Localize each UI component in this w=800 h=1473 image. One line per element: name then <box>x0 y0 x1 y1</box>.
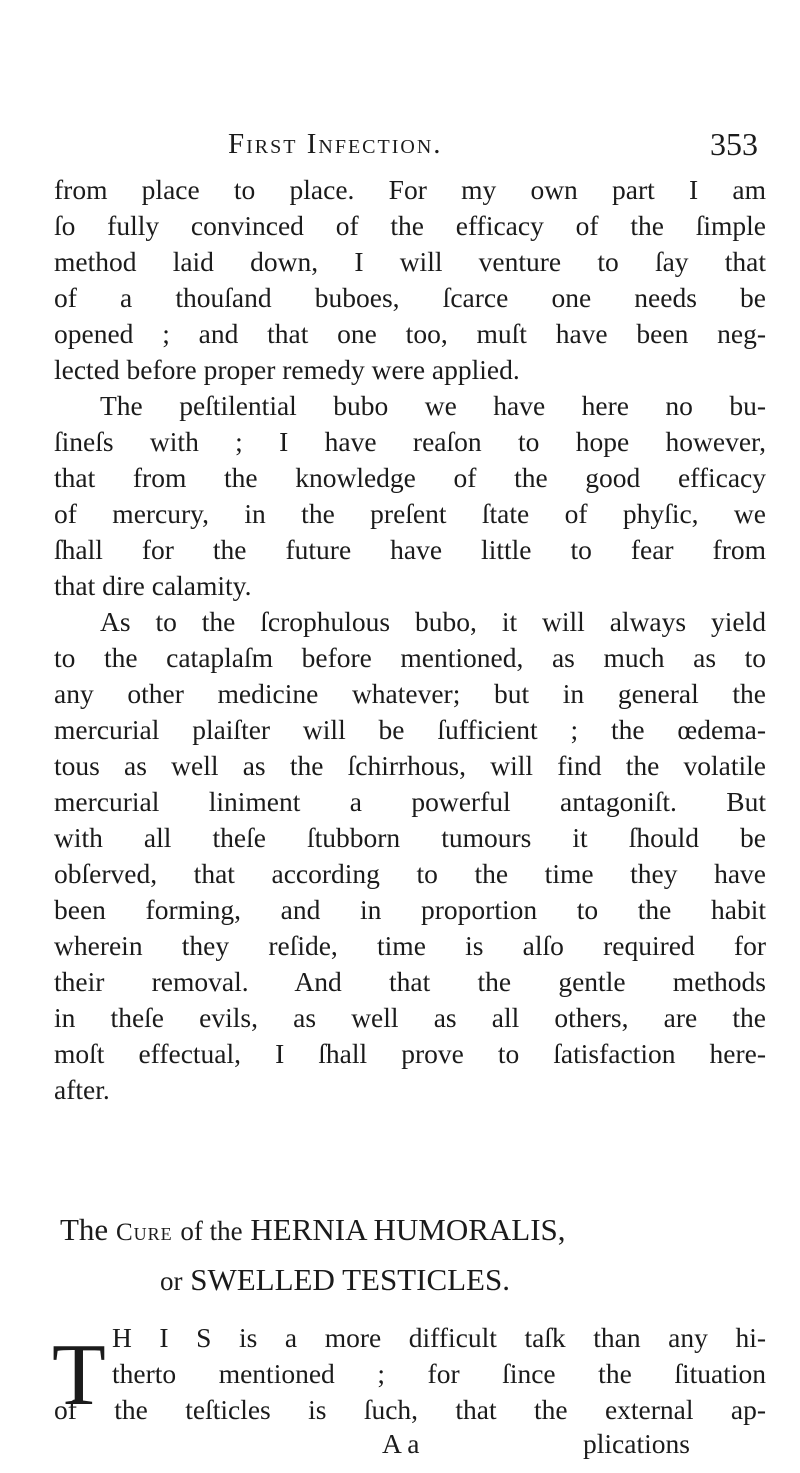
text-line: of mercury, in the preſent ſtate of phyſic, we <box>54 498 766 529</box>
text-line: mercurial plaiſter will be ſufficient ; the œdema- <box>54 714 766 745</box>
section-heading <box>60 1212 566 1248</box>
signature-mark: A a <box>382 1428 420 1459</box>
text-line: ſineſs with ; I have reaſon to hope however, <box>54 426 766 457</box>
text-line: lected before proper remedy were applied. <box>54 354 520 385</box>
text-line: in theſe evils, as well as all others, are the <box>54 1002 766 1033</box>
heading-word: Cure <box>115 1219 173 1246</box>
drop-cap: T <box>52 1327 106 1424</box>
text-line: to the cataplaſm before mentioned, as much as to <box>54 642 766 673</box>
text-line: As to the ſcrophulous bubo, it will always yield <box>100 606 766 637</box>
text-line: The peſtilential bubo we have here no bu- <box>100 390 766 421</box>
text-line: obſerved, that according to the time they have <box>54 858 766 889</box>
text-line: that from the knowledge of the good efficacy <box>54 462 766 493</box>
text-line: from place to place. For my own part I am <box>54 174 766 205</box>
text-line: wherein they reſide, time is alſo required for <box>54 930 766 961</box>
catchword: plications <box>583 1428 690 1459</box>
page-number: 353 <box>710 126 758 162</box>
heading-word: The <box>60 1212 109 1247</box>
text-line: mercurial liniment a powerful antagoniſt. But <box>54 786 766 817</box>
text-line: that dire calamity. <box>54 570 252 601</box>
text-line: method laid down, I will venture to ſay that <box>54 246 766 277</box>
text-line: of a thouſand buboes, ſcarce one needs be <box>54 282 766 313</box>
running-head: First Infection. <box>228 128 443 160</box>
section-subheading <box>160 1262 510 1298</box>
heading-subtitle: SWELLED TESTICLES. <box>190 1262 510 1297</box>
text-line: after. <box>54 1074 110 1105</box>
text-line: opened ; and that one too, muſt have been neg- <box>54 318 766 349</box>
text-line: ſo fully convinced of the efficacy of the ſimple <box>54 210 766 241</box>
text-line: moſt effectual, I ſhall prove to ſatisfaction here- <box>54 1038 766 1069</box>
text-line: H I S is a more difficult taſk than any hi- <box>112 1322 766 1353</box>
text-line: therto mentioned ; for ſince the ſituation <box>112 1358 766 1389</box>
text-line: of the teſticles is ſuch, that the external ap- <box>54 1394 766 1425</box>
text-line: with all theſe ſtubborn tumours it ſhould be <box>54 822 766 853</box>
text-line: their removal. And that the gentle methods <box>54 966 766 997</box>
text-line: tous as well as the ſchirrhous, will find the volatile <box>54 750 766 781</box>
heading-word: of the <box>180 1216 243 1246</box>
text-line: any other medicine whatever; but in general the <box>54 678 766 709</box>
heading-word: or <box>160 1266 183 1296</box>
text-line: been forming, and in proportion to the habit <box>54 894 766 925</box>
text-line: ſhall for the future have little to fear from <box>54 534 766 565</box>
heading-title: HERNIA HUMORALIS, <box>250 1212 566 1247</box>
